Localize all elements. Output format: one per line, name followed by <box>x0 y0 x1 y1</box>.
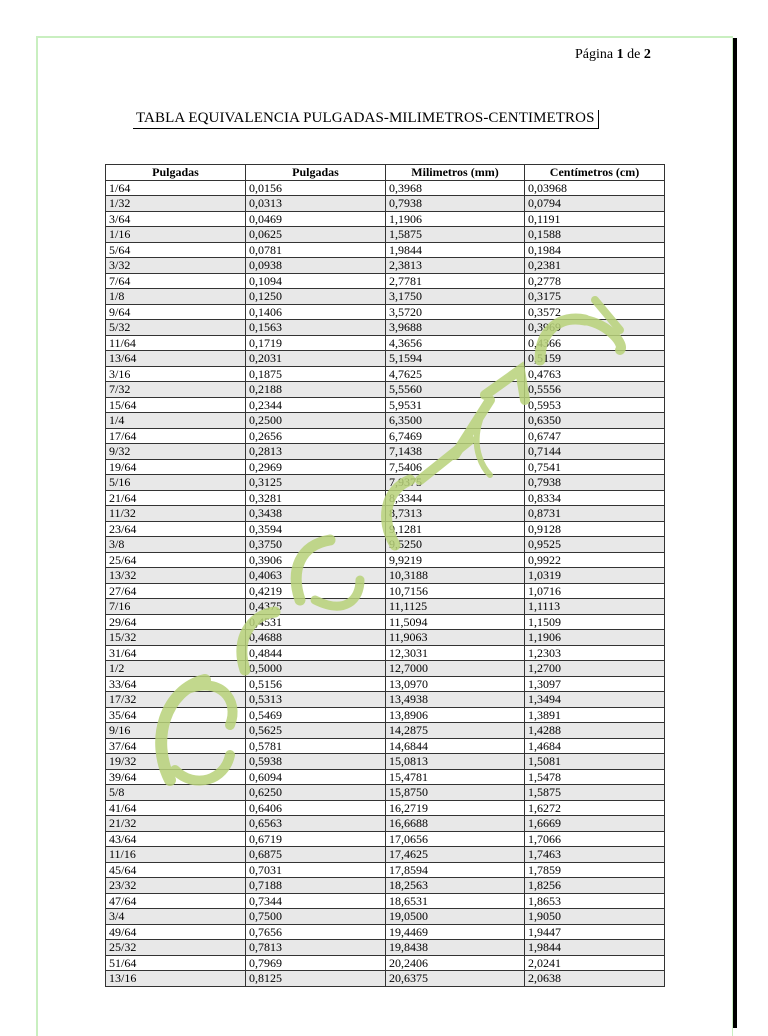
table-cell: 0,2344 <box>246 397 386 413</box>
table-cell: 21/64 <box>106 490 246 506</box>
table-row <box>106 413 665 429</box>
table-cell: 0,5953 <box>525 397 665 413</box>
document-title: TABLA EQUIVALENCIA PULGADAS-MILIMETROS-CENTIMETROS <box>133 110 599 129</box>
table-cell: 0,0469 <box>246 211 386 227</box>
table-cell: 37/64 <box>106 738 246 754</box>
table-cell: 0,7188 <box>246 878 386 894</box>
table-cell: 3/4 <box>106 909 246 925</box>
table-cell: 13/64 <box>106 351 246 367</box>
table-cell: 14,6844 <box>386 738 525 754</box>
table-cell: 8,7313 <box>386 506 525 522</box>
table-cell: 0,6350 <box>525 413 665 429</box>
table-row <box>106 645 665 661</box>
table-cell: 15/64 <box>106 397 246 413</box>
table-cell: 0,6747 <box>525 428 665 444</box>
table-cell: 49/64 <box>106 924 246 940</box>
table-cell: 7,1438 <box>386 444 525 460</box>
table-cell: 0,2381 <box>525 258 665 274</box>
page-edge-shadow <box>733 38 737 1028</box>
table-cell: 1,8256 <box>525 878 665 894</box>
table-cell: 3,9688 <box>386 320 525 336</box>
table-cell: 0,4366 <box>525 335 665 351</box>
table-cell: 17,4625 <box>386 847 525 863</box>
table-row <box>106 583 665 599</box>
table-row <box>106 893 665 909</box>
table-cell: 0,1563 <box>246 320 386 336</box>
table-cell: 0,4763 <box>525 366 665 382</box>
table-cell: 7/32 <box>106 382 246 398</box>
table-cell: 0,5469 <box>246 707 386 723</box>
table-cell: 0,8334 <box>525 490 665 506</box>
table-row <box>106 707 665 723</box>
table-cell: 0,4688 <box>246 630 386 646</box>
table-cell: 0,7656 <box>246 924 386 940</box>
table-cell: 0,3969 <box>525 320 665 336</box>
table-row <box>106 537 665 553</box>
table-row <box>106 599 665 615</box>
table-cell: 5/64 <box>106 242 246 258</box>
conversion-table <box>105 164 665 987</box>
table-cell: 0,03968 <box>525 180 665 196</box>
table-cell: 4,7625 <box>386 366 525 382</box>
table-body <box>106 180 665 986</box>
table-cell: 0,3281 <box>246 490 386 506</box>
table-row <box>106 971 665 987</box>
table-cell: 27/64 <box>106 583 246 599</box>
table-cell: 9,9219 <box>386 552 525 568</box>
table-cell: 0,2969 <box>246 459 386 475</box>
table-row <box>106 521 665 537</box>
table-cell: 0,5938 <box>246 754 386 770</box>
table-cell: 0,3594 <box>246 521 386 537</box>
table-cell: 0,6094 <box>246 769 386 785</box>
page-label-prefix: Página <box>575 47 617 62</box>
table-cell: 11,9063 <box>386 630 525 646</box>
table-row <box>106 785 665 801</box>
table-cell: 5/8 <box>106 785 246 801</box>
table-cell: 0,6563 <box>246 816 386 832</box>
table-cell: 1/4 <box>106 413 246 429</box>
table-cell: 1/8 <box>106 289 246 305</box>
table-cell: 0,4844 <box>246 645 386 661</box>
table-cell: 19/64 <box>106 459 246 475</box>
table-row <box>106 568 665 584</box>
table-cell: 0,6406 <box>246 800 386 816</box>
table-cell: 29/64 <box>106 614 246 630</box>
table-cell: 13/16 <box>106 971 246 987</box>
table-cell: 1,7066 <box>525 831 665 847</box>
table-cell: 1,5478 <box>525 769 665 785</box>
table-row <box>106 273 665 289</box>
table-cell: 0,1094 <box>246 273 386 289</box>
table-cell: 0,7813 <box>246 940 386 956</box>
table-cell: 0,1984 <box>525 242 665 258</box>
table-cell: 5,5560 <box>386 382 525 398</box>
table-row <box>106 909 665 925</box>
table-cell: 51/64 <box>106 955 246 971</box>
table-cell: 0,0313 <box>246 196 386 212</box>
table-cell: 23/32 <box>106 878 246 894</box>
table-cell: 10,7156 <box>386 583 525 599</box>
table-cell: 1,1906 <box>386 211 525 227</box>
table-cell: 1,9447 <box>525 924 665 940</box>
table-row <box>106 614 665 630</box>
table-cell: 1,3891 <box>525 707 665 723</box>
table-row <box>106 428 665 444</box>
table-row <box>106 723 665 739</box>
table-cell: 3,1750 <box>386 289 525 305</box>
table-cell: 9,1281 <box>386 521 525 537</box>
table-cell: 0,5781 <box>246 738 386 754</box>
table-cell: 1,2303 <box>525 645 665 661</box>
table-row <box>106 382 665 398</box>
table-cell: 2,7781 <box>386 273 525 289</box>
table-cell: 1,5081 <box>525 754 665 770</box>
table-cell: 1/2 <box>106 661 246 677</box>
table-cell: 1,1509 <box>525 614 665 630</box>
table-cell: 0,2656 <box>246 428 386 444</box>
table-cell: 4,3656 <box>386 335 525 351</box>
table-cell: 0,4531 <box>246 614 386 630</box>
table-cell: 17,8594 <box>386 862 525 878</box>
table-cell: 0,0781 <box>246 242 386 258</box>
page-label-of: de <box>623 47 644 62</box>
table-cell: 0,3968 <box>386 180 525 196</box>
table-cell: 10,3188 <box>386 568 525 584</box>
table-cell: 12,7000 <box>386 661 525 677</box>
table-row <box>106 847 665 863</box>
table-cell: 0,2031 <box>246 351 386 367</box>
table-cell: 11/16 <box>106 847 246 863</box>
table-cell: 18,2563 <box>386 878 525 894</box>
table-row <box>106 862 665 878</box>
table-cell: 0,7969 <box>246 955 386 971</box>
table-cell: 0,3572 <box>525 304 665 320</box>
table-cell: 15,0813 <box>386 754 525 770</box>
table-cell: 9/32 <box>106 444 246 460</box>
table-cell: 13/32 <box>106 568 246 584</box>
table-cell: 43/64 <box>106 831 246 847</box>
table-cell: 6,7469 <box>386 428 525 444</box>
table-cell: 0,1191 <box>525 211 665 227</box>
table-cell: 0,0938 <box>246 258 386 274</box>
table-cell: 9/16 <box>106 723 246 739</box>
table-row <box>106 196 665 212</box>
table-cell: 0,7938 <box>525 475 665 491</box>
column-header: Pulgadas <box>246 165 386 181</box>
table-cell: 0,0625 <box>246 227 386 243</box>
table-cell: 1,1906 <box>525 630 665 646</box>
table-cell: 19,4469 <box>386 924 525 940</box>
table-cell: 13,4938 <box>386 692 525 708</box>
table-cell: 25/32 <box>106 940 246 956</box>
column-header: Centímetros (cm) <box>525 165 665 181</box>
table-cell: 2,0241 <box>525 955 665 971</box>
table-cell: 9,5250 <box>386 537 525 553</box>
table-header <box>106 165 665 181</box>
table-row <box>106 800 665 816</box>
column-header: Milimetros (mm) <box>386 165 525 181</box>
table-cell: 0,6250 <box>246 785 386 801</box>
table-cell: 16,2719 <box>386 800 525 816</box>
table-cell: 1,5875 <box>386 227 525 243</box>
table-cell: 0,1875 <box>246 366 386 382</box>
table-cell: 1,2700 <box>525 661 665 677</box>
table-cell: 1/64 <box>106 180 246 196</box>
table-cell: 0,7500 <box>246 909 386 925</box>
table-row <box>106 878 665 894</box>
table-cell: 0,4063 <box>246 568 386 584</box>
table-row <box>106 552 665 568</box>
table-row <box>106 366 665 382</box>
table-cell: 31/64 <box>106 645 246 661</box>
table-cell: 41/64 <box>106 800 246 816</box>
table-cell: 8,3344 <box>386 490 525 506</box>
table-row <box>106 940 665 956</box>
column-header: Pulgadas <box>106 165 246 181</box>
table-cell: 45/64 <box>106 862 246 878</box>
table-row <box>106 475 665 491</box>
table-cell: 1,6272 <box>525 800 665 816</box>
table-row <box>106 816 665 832</box>
table-row <box>106 924 665 940</box>
table-row <box>106 738 665 754</box>
table-cell: 0,9922 <box>525 552 665 568</box>
table-row <box>106 242 665 258</box>
table-cell: 17/64 <box>106 428 246 444</box>
table-cell: 1,4288 <box>525 723 665 739</box>
table-cell: 5/16 <box>106 475 246 491</box>
table-cell: 7/16 <box>106 599 246 615</box>
table-row <box>106 831 665 847</box>
table-cell: 1,1113 <box>525 599 665 615</box>
page-current: 1 <box>616 47 624 62</box>
table-cell: 15/32 <box>106 630 246 646</box>
table-cell: 5,9531 <box>386 397 525 413</box>
table-cell: 0,8125 <box>246 971 386 987</box>
table-cell: 0,3906 <box>246 552 386 568</box>
table-cell: 3/16 <box>106 366 246 382</box>
table-cell: 0,5625 <box>246 723 386 739</box>
table-cell: 1,0319 <box>525 568 665 584</box>
table-cell: 1,0716 <box>525 583 665 599</box>
table-row <box>106 180 665 196</box>
table-cell: 11/32 <box>106 506 246 522</box>
table-cell: 0,6875 <box>246 847 386 863</box>
table-cell: 12,3031 <box>386 645 525 661</box>
table-row <box>106 351 665 367</box>
table-cell: 20,6375 <box>386 971 525 987</box>
table-cell: 1/32 <box>106 196 246 212</box>
table-cell: 0,6719 <box>246 831 386 847</box>
table-cell: 33/64 <box>106 676 246 692</box>
table-cell: 1,8653 <box>525 893 665 909</box>
table-cell: 1,6669 <box>525 816 665 832</box>
table-row <box>106 490 665 506</box>
table-cell: 0,4219 <box>246 583 386 599</box>
table-row <box>106 258 665 274</box>
table-cell: 7/64 <box>106 273 246 289</box>
table-row <box>106 289 665 305</box>
table-cell: 1,9050 <box>525 909 665 925</box>
table-cell: 0,9128 <box>525 521 665 537</box>
table-row <box>106 211 665 227</box>
table-cell: 23/64 <box>106 521 246 537</box>
table-cell: 0,7144 <box>525 444 665 460</box>
table-cell: 0,7344 <box>246 893 386 909</box>
table-cell: 5,1594 <box>386 351 525 367</box>
table-cell: 3/32 <box>106 258 246 274</box>
table-row <box>106 955 665 971</box>
table-cell: 3/64 <box>106 211 246 227</box>
table-cell: 0,2188 <box>246 382 386 398</box>
table-cell: 15,8750 <box>386 785 525 801</box>
table-cell: 5/32 <box>106 320 246 336</box>
table-cell: 0,0156 <box>246 180 386 196</box>
table-cell: 17,0656 <box>386 831 525 847</box>
table-row <box>106 754 665 770</box>
table-row <box>106 320 665 336</box>
table-cell: 0,7031 <box>246 862 386 878</box>
table-cell: 19,8438 <box>386 940 525 956</box>
table-cell: 0,3175 <box>525 289 665 305</box>
table-cell: 1,7859 <box>525 862 665 878</box>
table-cell: 9/64 <box>106 304 246 320</box>
table-cell: 0,1250 <box>246 289 386 305</box>
table-cell: 6,3500 <box>386 413 525 429</box>
table-row <box>106 692 665 708</box>
table-cell: 16,6688 <box>386 816 525 832</box>
table-cell: 0,5000 <box>246 661 386 677</box>
table-cell: 35/64 <box>106 707 246 723</box>
table-cell: 7,9375 <box>386 475 525 491</box>
table-cell: 0,2500 <box>246 413 386 429</box>
table-cell: 19/32 <box>106 754 246 770</box>
table-cell: 25/64 <box>106 552 246 568</box>
table-cell: 2,0638 <box>525 971 665 987</box>
table-cell: 1,3097 <box>525 676 665 692</box>
table-cell: 13,0970 <box>386 676 525 692</box>
table-cell: 1/16 <box>106 227 246 243</box>
table-cell: 17/32 <box>106 692 246 708</box>
table-cell: 13,8906 <box>386 707 525 723</box>
table-cell: 1,7463 <box>525 847 665 863</box>
table-row <box>106 676 665 692</box>
table-cell: 3/8 <box>106 537 246 553</box>
table-cell: 0,7938 <box>386 196 525 212</box>
table-cell: 2,3813 <box>386 258 525 274</box>
table-cell: 20,2406 <box>386 955 525 971</box>
table-cell: 0,8731 <box>525 506 665 522</box>
table-cell: 0,3438 <box>246 506 386 522</box>
table-row <box>106 661 665 677</box>
table-cell: 0,2813 <box>246 444 386 460</box>
table-row <box>106 459 665 475</box>
table-cell: 11,1125 <box>386 599 525 615</box>
table-cell: 14,2875 <box>386 723 525 739</box>
table-cell: 11/64 <box>106 335 246 351</box>
table-cell: 1,4684 <box>525 738 665 754</box>
table-cell: 0,5313 <box>246 692 386 708</box>
table-cell: 0,0794 <box>525 196 665 212</box>
table-cell: 0,7541 <box>525 459 665 475</box>
table-row <box>106 506 665 522</box>
table-row <box>106 630 665 646</box>
table-cell: 0,1588 <box>525 227 665 243</box>
table-row <box>106 335 665 351</box>
table-row <box>106 304 665 320</box>
table-cell: 15,4781 <box>386 769 525 785</box>
page-number <box>575 47 651 63</box>
table-cell: 39/64 <box>106 769 246 785</box>
table-row <box>106 397 665 413</box>
table-cell: 1,9844 <box>525 940 665 956</box>
table-row <box>106 769 665 785</box>
table-cell: 18,6531 <box>386 893 525 909</box>
table-cell: 0,1406 <box>246 304 386 320</box>
table-cell: 19,0500 <box>386 909 525 925</box>
table-cell: 0,3125 <box>246 475 386 491</box>
table-cell: 0,1719 <box>246 335 386 351</box>
page-total: 2 <box>643 47 651 62</box>
table-cell: 0,4375 <box>246 599 386 615</box>
table-cell: 47/64 <box>106 893 246 909</box>
table-cell: 0,5156 <box>246 676 386 692</box>
table-row <box>106 227 665 243</box>
table-cell: 0,9525 <box>525 537 665 553</box>
table-cell: 1,5875 <box>525 785 665 801</box>
table-cell: 0,5159 <box>525 351 665 367</box>
table-cell: 21/32 <box>106 816 246 832</box>
table-cell: 0,3750 <box>246 537 386 553</box>
table-cell: 1,9844 <box>386 242 525 258</box>
table-cell: 7,5406 <box>386 459 525 475</box>
table-cell: 11,5094 <box>386 614 525 630</box>
table-cell: 1,3494 <box>525 692 665 708</box>
table-cell: 0,5556 <box>525 382 665 398</box>
table-cell: 0,2778 <box>525 273 665 289</box>
table-row <box>106 444 665 460</box>
table-cell: 3,5720 <box>386 304 525 320</box>
